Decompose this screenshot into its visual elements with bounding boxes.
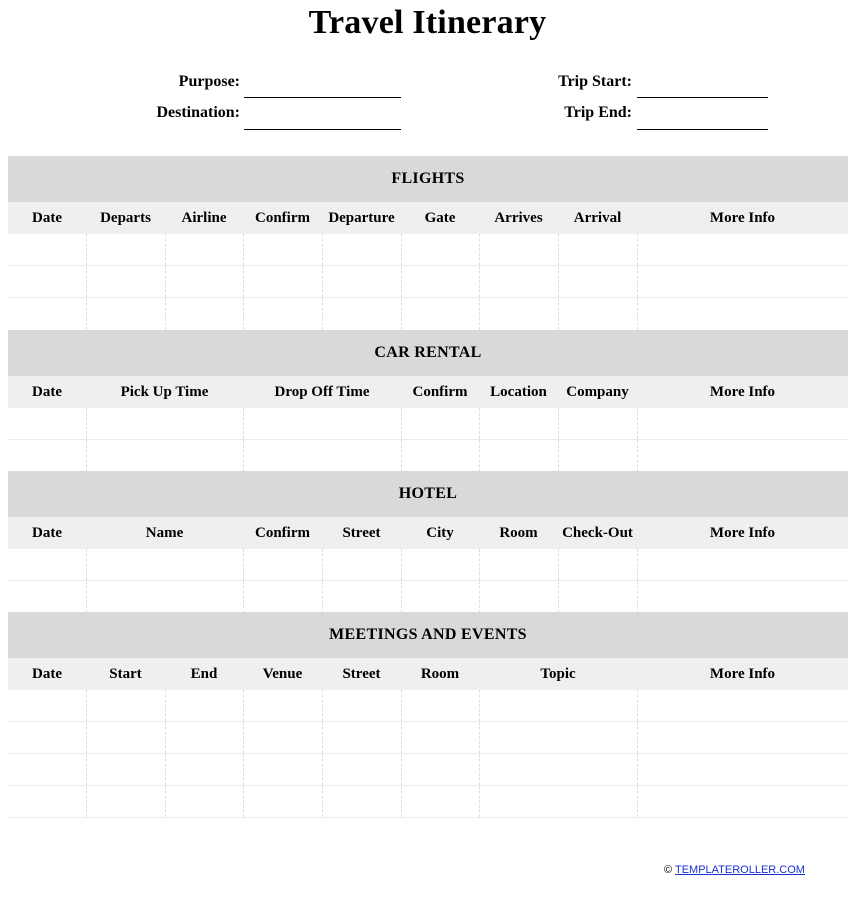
column-header: Company [566,384,629,400]
table-row[interactable] [8,786,848,818]
column-header: Venue [262,666,303,682]
column-header: End [190,666,218,682]
column-header: Date [32,210,62,226]
table-row[interactable] [8,690,848,722]
trip-end-label: Trip End: [564,104,632,121]
column-header: Arrival [573,210,622,226]
table-row[interactable] [8,754,848,786]
column-header: Arrives [494,210,543,226]
column-header: Location [490,384,547,400]
column-header: Name [145,525,184,541]
column-header: Check-Out [562,525,633,541]
table-row[interactable] [8,234,848,266]
column-header: Start [109,666,142,682]
trip-start-label: Trip Start: [558,73,632,90]
hotel-title: HOTEL [8,471,848,517]
trip-start-field[interactable] [637,97,768,98]
table-row[interactable] [8,722,848,754]
meetings-title: MEETINGS AND EVENTS [8,612,848,658]
copyright-symbol: © [664,864,673,876]
column-header: Street [342,666,381,682]
column-header: City [426,525,454,541]
column-header: More Info [709,210,776,226]
footer [664,864,805,876]
column-header: Pick Up Time [120,384,209,400]
meetings-header-row [8,658,848,690]
column-header: Confirm [255,525,310,541]
column-header: More Info [709,666,776,682]
column-header: Street [342,525,381,541]
flights-title: FLIGHTS [8,156,848,202]
column-header: Departs [100,210,151,226]
column-header: Room [499,525,538,541]
column-header: More Info [709,525,776,541]
table-row[interactable] [8,266,848,298]
column-header: Date [32,384,62,400]
hotel-section [8,471,848,613]
destination-field[interactable] [244,129,401,130]
page-title: Travel Itinerary [308,4,547,41]
trip-end-field[interactable] [637,129,768,130]
templateroller-link[interactable]: TEMPLATEROLLER.COM [674,864,805,876]
column-header: Confirm [412,384,468,400]
destination-label: Destination: [156,104,240,121]
column-header: Departure [328,210,395,226]
hotel-header-row [8,517,848,549]
purpose-label: Purpose: [178,73,240,90]
column-header: Airline [181,210,227,226]
flights-section [8,156,848,330]
column-header: Date [32,666,62,682]
table-row[interactable] [8,298,848,330]
column-header: Room [420,666,460,682]
column-header: Date [32,525,62,541]
column-header: Confirm [255,210,310,226]
table-row[interactable] [8,549,848,581]
meetings-section [8,612,848,818]
table-row[interactable] [8,440,848,472]
column-header: Drop Off Time [274,384,370,400]
car-rental-title: CAR RENTAL [8,330,848,376]
table-row[interactable] [8,581,848,613]
car-rental-section [8,330,848,472]
table-row[interactable] [8,408,848,440]
column-header: Topic [540,666,576,682]
column-header: More Info [709,384,776,400]
purpose-field[interactable] [244,97,401,98]
column-header: Gate [424,210,456,226]
car-rental-header-row [8,376,848,408]
flights-header-row [8,202,848,234]
